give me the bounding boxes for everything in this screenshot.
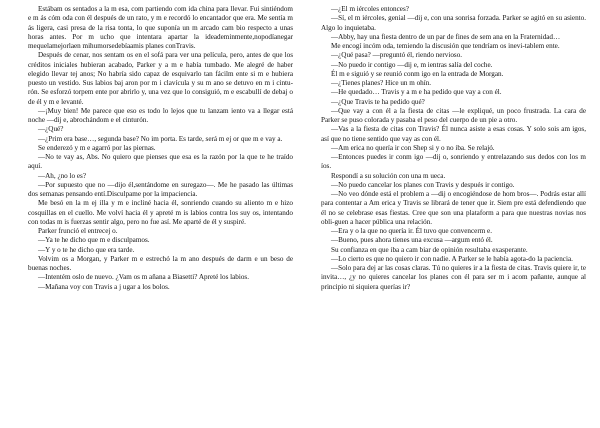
paragraph: —No te vay as, Abs. No quiero que pienses que esa es la razón por la que te he traído aquí. xyxy=(28,153,293,171)
paragraph: Parker frunció el entrecej o. xyxy=(38,227,118,235)
paragraph: —No veo dónde está el problem a —dij o encogiéndose de hom bros—. Podrás estar allí para contentar a Am erica y Travis se librará de tener que ir. Siem pre está defendiendo que él no se celebrase esas fiestas. Cree que son una plataform a para que nuestras novias nos obli-guen a hacer pública una relación. xyxy=(321,190,586,226)
paragraph: —¿Que Travis te ha pedido qué? xyxy=(331,97,425,106)
paragraph: —No puedo ir contigo —dij e, m ientras salía del coche. xyxy=(331,60,493,69)
paragraph: —No puedo cancelar los planes con Travis y después ir contigo. xyxy=(331,180,515,189)
paragraph: —Sí, el m iércoles, genial —dij e, con una sonrisa forzada. Parker se agitó en su asiento. Algo lo inquietaba. xyxy=(321,14,586,32)
paragraph: —¿El m iércoles entonces? xyxy=(331,5,409,13)
paragraph: —¿Tienes planes? Hice un m ohín. xyxy=(331,79,432,87)
paragraph: —Mañana voy con Travis a j ugar a los bolos. xyxy=(38,282,170,291)
paragraph: —Que vay a con él a la fiesta de citas —le expliqué, un poco frustrada. La cara de Parker se puso colorada y pasaba el peso del cuerpo de un pie a otro. xyxy=(321,106,586,124)
paragraph: —¿Prim era base…, segunda base? No im porta. Es tarde, será m ej or que m e vay a. xyxy=(38,134,283,143)
paragraph: —Bueno, pues ahora tienes una excusa —argum entó él. xyxy=(331,236,493,245)
paragraph: —Por supuesto que no —dijo él,sentándome en suregazo—. Me he pasado las últimas dos semanas pensando entí.Disculpame por la impaciencia. xyxy=(28,180,293,198)
paragraph: —Entonces puedes ir conm igo —dij o, sonriendo y entrelazando sus dedos con los m íos. xyxy=(321,153,586,171)
paragraph: Se enderezó y m e agarró por las piernas. xyxy=(38,143,156,152)
paragraph: —Era y o la que no quería ir. Él tuvo que convencerm e. xyxy=(331,227,493,235)
paragraph: —¿Qué? xyxy=(38,125,64,134)
paragraph: —Solo para dej ar las cosas claras. Tú no quieres ir a la fiesta de citas. Travis quiere ir, te invita…, ¿y no quieres cancelar los planes con él para ser m i acom pañante, aunque al principio ni siquiera querías ir? xyxy=(321,264,586,291)
paragraph: Su confianza en que iba a cam biar de opinión resultaba exasperante. xyxy=(331,245,528,254)
paragraph: Respondí a su solución con una m ueca. xyxy=(331,171,446,180)
paragraph: —Abby, hay una fiesta dentro de un par de fines de sem ana en la Fraternidad… xyxy=(331,32,561,41)
paragraph: —Ya te he dicho que m e disculpamos. xyxy=(38,236,150,245)
paragraph: Después de cenar, nos sentam os en el sofá para ver una película, pero, antes de que los créditos iniciales hubieran acabado, Parker y a m e había tumbado. Me alegré de haber elegido llevar tej anos; No habría sido capaz de esquivarlo tan fácilm ente si m e hubiera puesto un vestido. Sus labios baj aron por m i clavícula y su m ano se detuvo en m i cintu-rón. Se esforzó torpem ente por abrirlo y, una vez que lo consiguió, m e escabullí de debaj o de él y m e levanté. xyxy=(28,51,293,106)
paragraph: —Lo cierto es que no quiero ir con nadie. A Parker se le había agota-do la paciencia. xyxy=(331,254,573,263)
paragraph: Volvim os a Morgan, y Parker m e estrechó la m ano después de darm e un beso de buenas noches. xyxy=(28,254,293,272)
paragraph: —Am erica no quería ir con Shep si y o no iba. Se relajó. xyxy=(331,143,495,152)
paragraph: —Vas a la fiesta de citas con Travis? Él nunca asiste a esas cosas. Y solo sois am igos, así que no tiene sentido que vay as con él. xyxy=(321,125,586,143)
paragraph: Estábam os sentados a la m esa, com partiendo com ida china para llevar. Fui sintiéndom e m ás cóm oda con él después de un rato, y m e recordó lo encantador que era. Me sentía m ás ligera, casi presa de la risa tonta, lo que suponía un m arcado cam bio respecto a unas horas antes. Por m ucho que intentara apartar la ideademinmente,nopodíanegar mequelamejorlaen mihumorsedebíaamis planes conTravis. xyxy=(28,5,293,50)
paragraph: —He quedado… Travis y a m e ha pedido que vay a con él. xyxy=(331,88,502,97)
paragraph: Él m e siguió y se reunió conm igo en la entrada de Morgan. xyxy=(331,69,504,78)
paragraph: —Y y o te he dicho que era tarde. xyxy=(38,245,135,254)
paragraph: —Intentém oslo de nuevo. ¿Vam os m añana a Biasetti? Apreté los labios. xyxy=(38,273,249,282)
paragraph: Me besó en la m ej illa y m e incliné hacia él, sonriendo cuando su aliento m e hizo cosquillas en el cuello. Me volví hacia él y apreté m is labios contra los suy os, intentando con todas m is fuerzas sentir algo, pero no fue así. Me aparté de él y suspiré. xyxy=(28,199,293,226)
paragraph: Me encogí incóm oda, temiendo la discusión que tendríam os inevi-tablem ente. xyxy=(331,42,560,50)
paragraph: —¡Muy bien! Me parece que eso es todo lo lejos que tu lanzam iento va a llegar está noche —dij e, abrochándom e el cinturón. xyxy=(28,106,293,124)
paragraph: —Ah, ¿no lo es? xyxy=(38,171,86,180)
paragraph: —¿Qué pasa? —preguntó él, riendo nervioso. xyxy=(331,51,463,60)
left-column xyxy=(28,5,293,424)
right-column xyxy=(321,5,586,424)
